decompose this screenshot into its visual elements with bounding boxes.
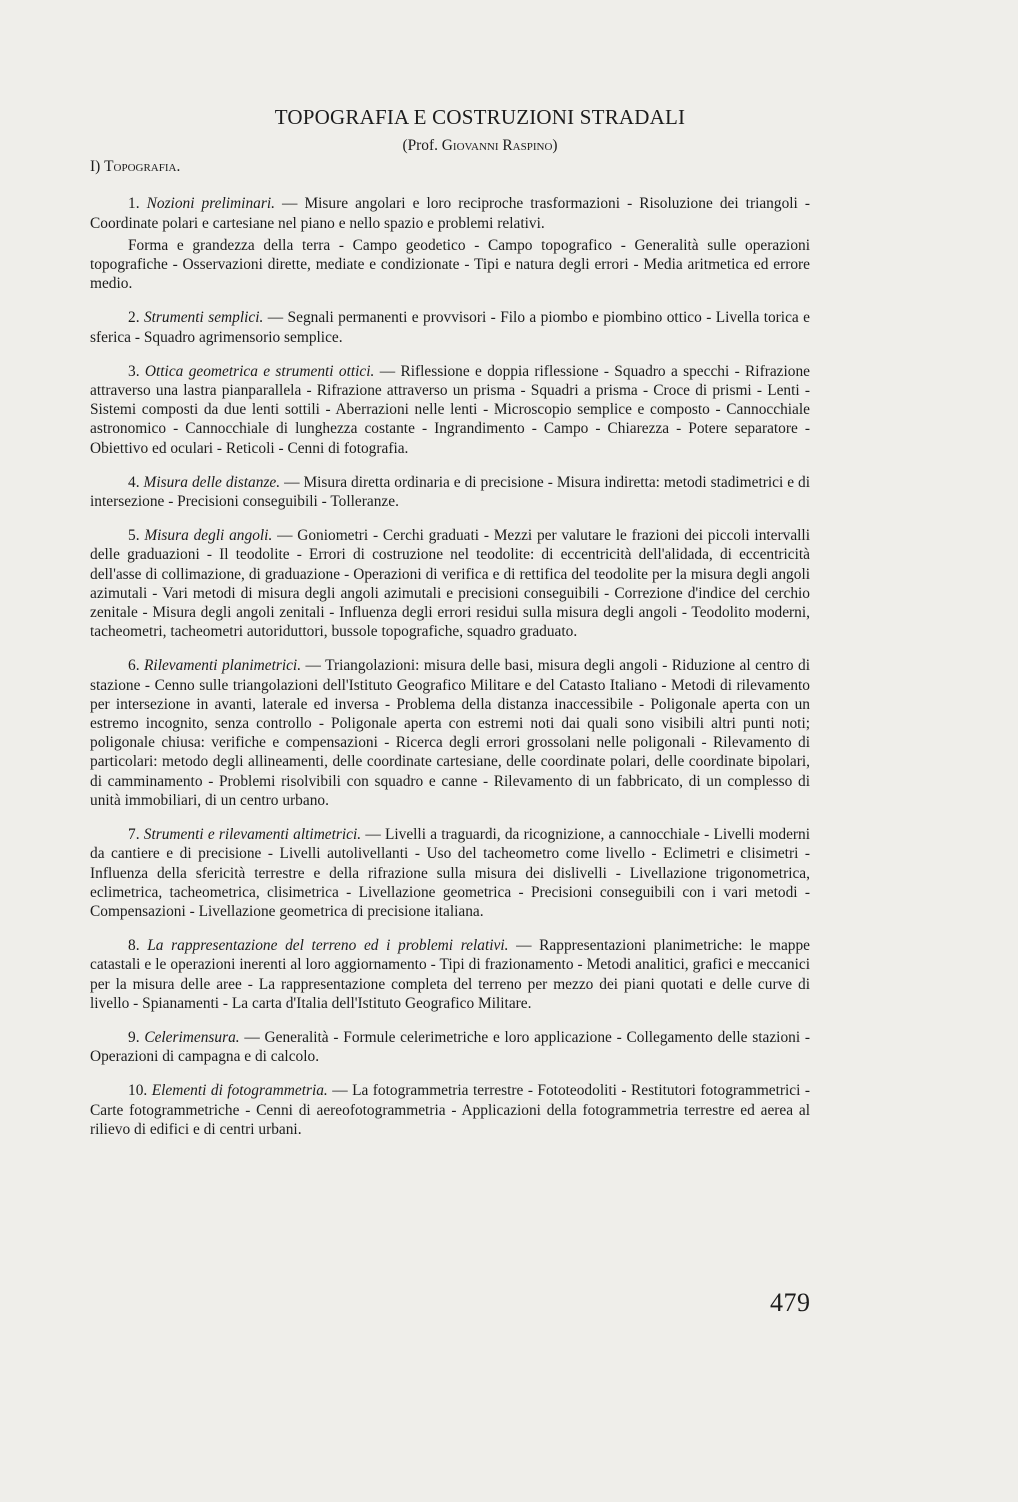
- item-title: Misura delle distanze.: [143, 473, 281, 491]
- list-item: [90, 1081, 810, 1139]
- item-number: 10.: [128, 1082, 148, 1100]
- item-text: — La fotogrammetria terrestre - Fototeodoliti - Restitutori fotogrammetrici - Carte fotogrammetriche - Cenni di aereofotogrammetria - Applicazioni della fotogrammetria terrestre ed aerea al rilievo di edifici e di centri urbani.: [90, 1082, 810, 1138]
- list-item: [90, 825, 810, 921]
- item-number: 8.: [128, 937, 140, 955]
- document-title: TOPOGRAFIA E COSTRUZIONI STRADALI: [274, 105, 686, 129]
- item-text: — Generalità - Formule celerimetriche e loro applicazione - Collegamento delle stazioni - Operazioni di campagna e di calcolo.: [90, 1028, 810, 1066]
- item-text: — Segnali permanenti e provvisori - Filo a piombo e piombino ottico - Livella torica e sferica - Squadro agrimensorio semplice.: [90, 309, 810, 346]
- item-text: — Livelli a traguardi, da ricognizione, a cannocchiale - Livelli moderni da cantiere e di precisione - Livelli autolivellanti - Uso del tacheometro come livello - Eclimetri e clisimetri - Influenza della sfericità terrestre e della rifrazione sulla misura dei dislivelli - Livellazione trigonometrica, eclimetrica, tacheometrica, clisimetrica - Livellazione geometrica - Precisioni conseguibili con i vari metodi - Compensazioni - Livellazione geometrica di precisione italiana.: [90, 826, 810, 920]
- item-title: Strumenti e rilevamenti altimetrici.: [143, 826, 362, 844]
- page-number: 479: [770, 1288, 811, 1317]
- item-text: — Triangolazioni: misura delle basi, misura degli angoli - Riduzione al centro di stazione - Cenno sulle triangolazioni dell'Istituto Geografico Militare e del Catasto Italiano - Metodi di rilevamento per intersezione in avanti, laterale ed inversa - Problema della distanza inaccessibile - Poligonale aperta con un estremo incognito, senza controllo - Poligonale aperta con estremi noti dai quali sono visibili altri punti noti; poligonale chiusa: verifiche e compensazioni - Ricerca degli errori grossolani nelle poligonali - Rilevamento di particolari: metodo degli allineamenti, delle coordinate cartesiane, delle coordinate polari, delle coordinate bipolari, di camminamento - Problemi risolvibili con squadro e canne - Rilevamento di un fabbricato, di un complesso di unità immobiliari, di un centro urbano.: [90, 657, 810, 809]
- item-title: Celerimensura.: [144, 1028, 240, 1046]
- item-title: Misura degli angoli.: [144, 527, 273, 545]
- item-text: — Misure angolari e loro reciproche trasformazioni - Risoluzione dei triangoli - Coordinate polari e cartesiane nel piano e nello spazio e problemi relativi.: [90, 195, 810, 232]
- item-title: Ottica geometrica e strumenti ottici.: [144, 362, 375, 380]
- list-item: [90, 656, 810, 810]
- author-name: Giovanni Raspino: [441, 137, 553, 154]
- author-prefix: (Prof.: [402, 137, 438, 154]
- list-item-continuation: Forma e grandezza della terra - Campo geodetico - Campo topografico - Generalità sulle operazioni topografiche - Osservazioni dirette, mediate e condizionate - Tipi e natura degli errori - Media aritmetica ed errore medio.: [90, 236, 810, 293]
- item-text: — Goniometri - Cerchi graduati - Mezzi per valutare le frazioni dei piccoli intervalli delle graduazioni - Il teodolite - Errori di costruzione nel teodolite: di eccentricità dell'alidada, di eccentricità dell'asse di collimazione, di graduazione - Operazioni di verifica e di rettifica del teodolite per la misura degli angoli azimutali - Vari metodi di misura degli angoli azimutali e precisioni conseguibili - Correzione d'indice del cerchio zenitale - Misura degli angoli zenitali - Influenza degli errori residui sulla misura degli angoli - Teodolito moderni, tacheometri, tacheometri autoriduttori, bussole topografiche, squadro graduato.: [90, 527, 810, 641]
- item-number: 2.: [128, 309, 140, 327]
- item-number: 9.: [128, 1028, 140, 1046]
- section-heading: [90, 157, 810, 176]
- section-number: I): [90, 158, 101, 176]
- item-title: Rilevamenti planimetrici.: [144, 657, 302, 675]
- list-item: [90, 473, 810, 511]
- list-item: [90, 936, 810, 1013]
- item-number: 5.: [128, 527, 140, 545]
- item-number: 7.: [128, 826, 140, 844]
- item-number: 3.: [128, 362, 140, 380]
- list-item: [90, 526, 810, 641]
- list-item: [90, 194, 810, 232]
- item-text: — Rappresentazioni planimetriche: le mappe catastali e le operazioni inerenti al loro aggiornamento - Tipi di frazionamento - Metodi analitici, grafici e meccanici per la misura delle aree - La rappresentazione completa del terreno per mezzo dei piani quotati e delle curve di livello - Spianamenti - La carta d'Italia dell'Istituto Geografico Militare.: [90, 937, 810, 1012]
- item-title: La rappresentazione del terreno ed i problemi relativi.: [147, 937, 509, 955]
- list-item: [90, 362, 810, 458]
- item-title: Elementi di fotogrammetria.: [151, 1082, 328, 1100]
- item-text: — Riflessione e doppia riflessione - Squadro a specchi - Rifrazione attraverso una lastra pianparallela - Rifrazione attraverso un prisma - Squadri a prisma - Croce di prismi - Lenti - Sistemi composti da due lenti sottili - Aberrazioni nelle lenti - Microscopio semplice e composto - Cannocchiale astronomico - Cannocchiale di lunghezza costante - Ingrandimento - Campo - Chiarezza - Potere separatore - Obiettivo ed oculari - Reticoli - Cenni di fotografia.: [90, 362, 810, 457]
- list-item: [90, 308, 810, 346]
- item-title: Nozioni preliminari.: [146, 195, 275, 213]
- author-line: [90, 136, 810, 155]
- item-title: Strumenti semplici.: [143, 309, 264, 327]
- item-number: 6.: [128, 657, 140, 675]
- section-title: Topografia.: [104, 158, 181, 176]
- item-text: — Misura diretta ordinaria e di precisione - Misura indiretta: metodi stadimetrici e di intersezione - Precisioni conseguibili - Tolleranze.: [90, 473, 810, 511]
- document-body: [90, 104, 810, 1139]
- author-suffix: ): [552, 137, 558, 154]
- list-item: [90, 1028, 810, 1066]
- item-number: 1.: [128, 195, 140, 213]
- item-number: 4.: [128, 473, 140, 491]
